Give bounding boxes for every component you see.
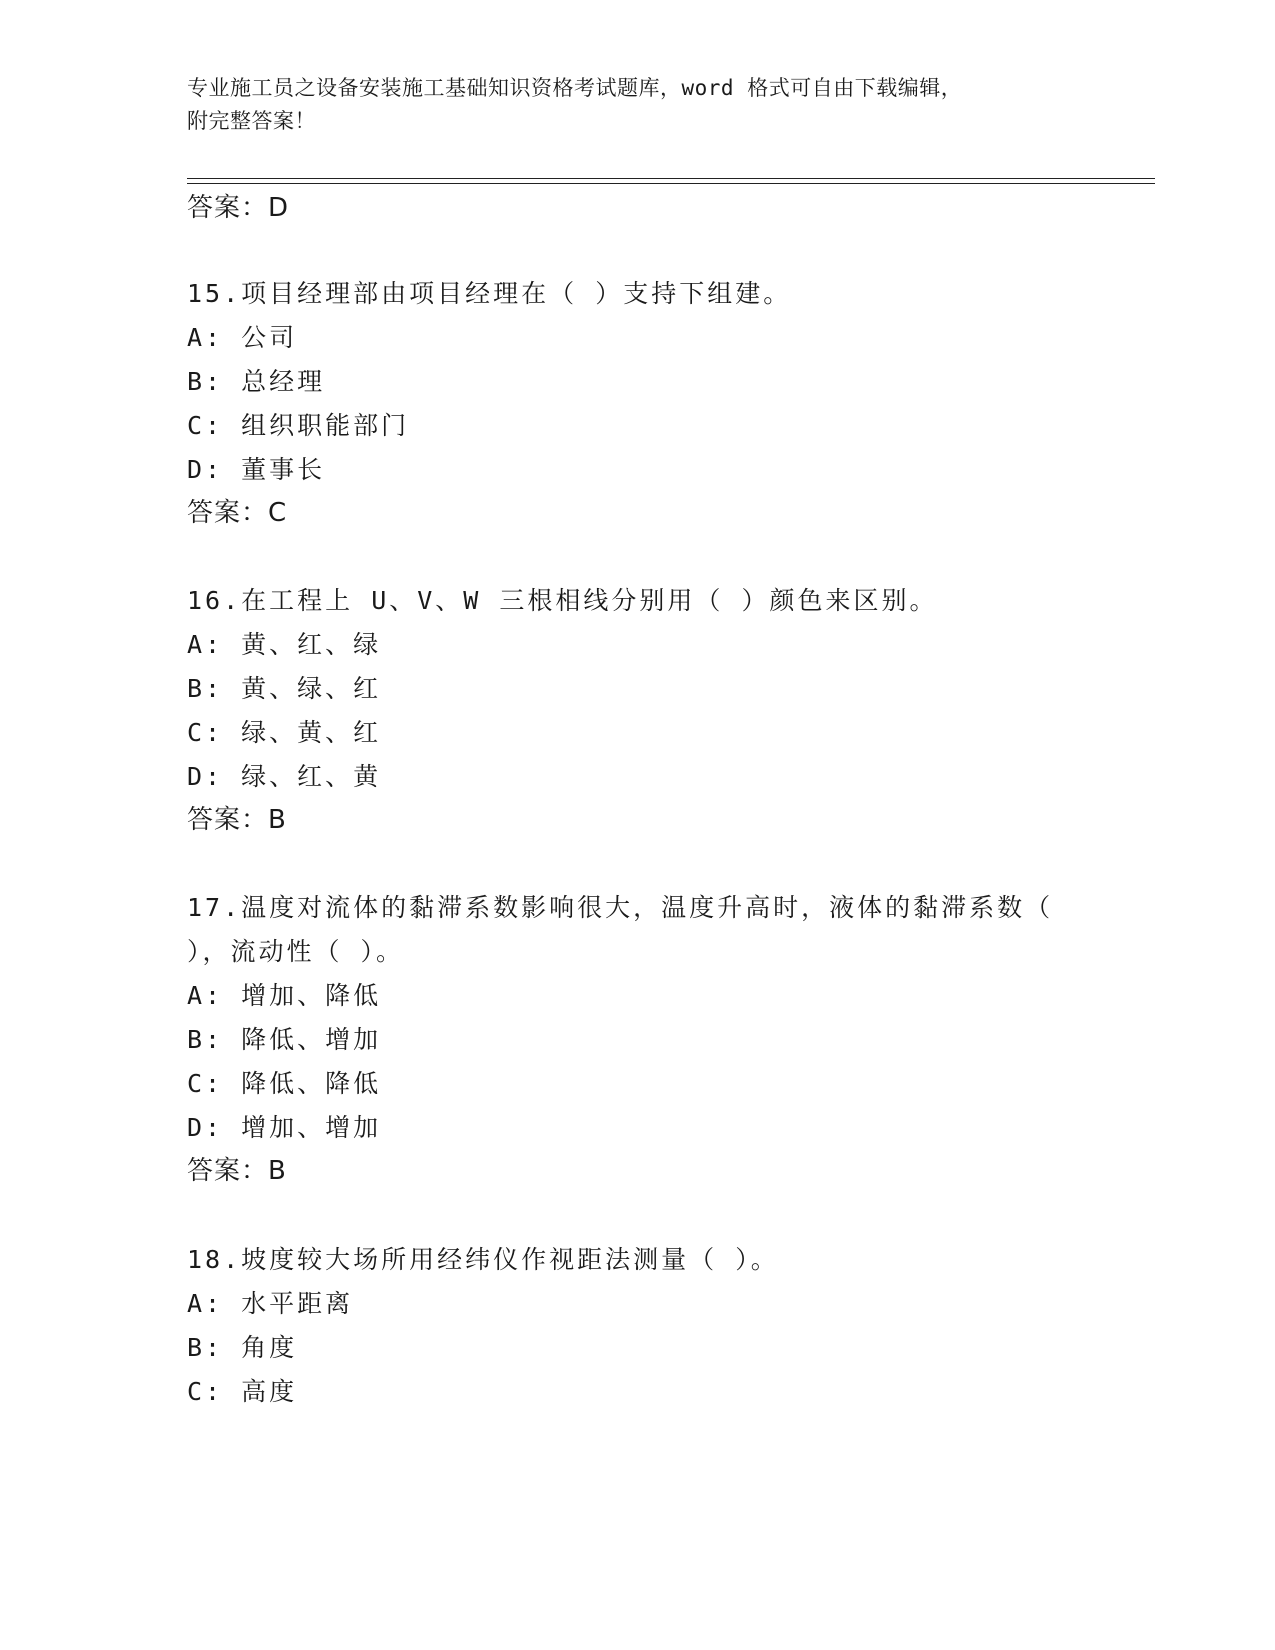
question-16-stem: 16.在工程上 U、V、W 三根相线分别用（ ）颜色来区别。 xyxy=(187,586,938,615)
question-17-answer: 答案：B xyxy=(187,1156,287,1186)
header-line-2: 附完整答案！ xyxy=(187,109,316,133)
question-17-option-a: A: 增加、降低 xyxy=(187,981,382,1010)
question-17-stem-line-2: ），流动性（ ）。 xyxy=(187,937,405,966)
question-16-answer: 答案：B xyxy=(187,805,287,835)
question-15-option-b: B: 总经理 xyxy=(187,367,326,396)
question-18-option-b: B: 角度 xyxy=(187,1333,298,1362)
page-header xyxy=(187,72,1087,138)
question-15-option-a: A: 公司 xyxy=(187,323,298,352)
question-17-option-b: B: 降低、增加 xyxy=(187,1025,382,1054)
question-15-option-d: D: 董事长 xyxy=(187,455,326,484)
header-line-1: 专业施工员之设备安装施工基础知识资格考试题库，word 格式可自由下载编辑， xyxy=(187,76,963,100)
question-18-option-c: C: 高度 xyxy=(187,1377,298,1406)
header-rule-top xyxy=(187,178,1155,179)
question-16-option-b: B: 黄、绿、红 xyxy=(187,674,382,703)
question-16-option-d: D: 绿、红、黄 xyxy=(187,762,382,791)
question-17-stem-line-1: 17.温度对流体的黏滞系数影响很大，温度升高时，液体的黏滞系数（ xyxy=(187,893,1054,922)
question-15-stem: 15.项目经理部由项目经理在（ ）支持下组建。 xyxy=(187,279,792,308)
question-18-option-a: A: 水平距离 xyxy=(187,1289,354,1318)
question-18-stem: 18.坡度较大场所用经纬仪作视距法测量（ ）。 xyxy=(187,1245,779,1274)
question-15-option-c: C: 组织职能部门 xyxy=(187,411,410,440)
question-17-option-d: D: 增加、增加 xyxy=(187,1113,382,1142)
question-16-option-a: A: 黄、红、绿 xyxy=(187,630,382,659)
question-17-option-c: C: 降低、降低 xyxy=(187,1069,382,1098)
question-15-answer: 答案：C xyxy=(187,498,288,528)
header-rule-bottom xyxy=(187,183,1155,184)
previous-answer: 答案：D xyxy=(187,193,290,223)
question-16-option-c: C: 绿、黄、红 xyxy=(187,718,382,747)
